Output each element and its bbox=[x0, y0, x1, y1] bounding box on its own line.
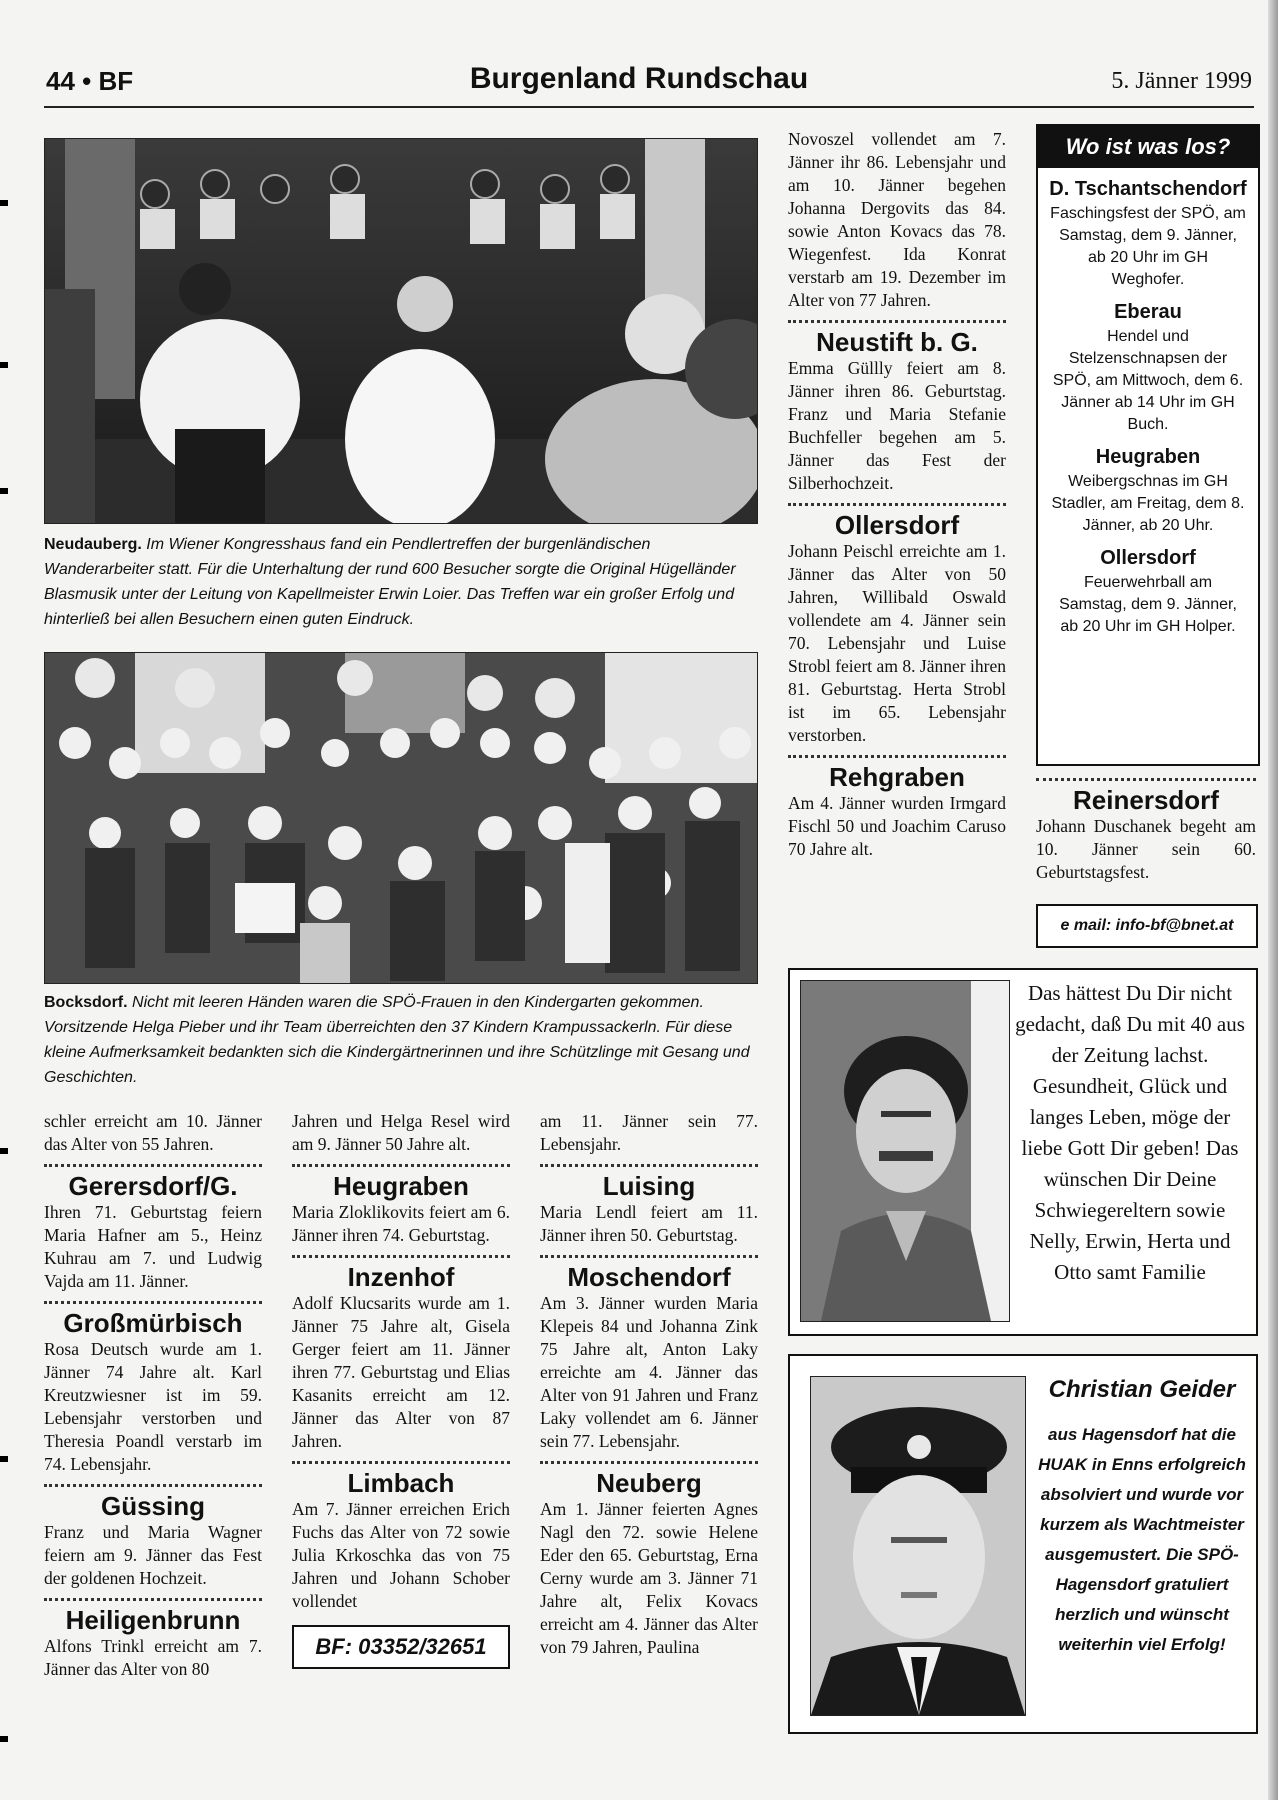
dotted-divider bbox=[44, 1301, 262, 1304]
dotted-divider bbox=[44, 1484, 262, 1487]
events-box bbox=[1036, 124, 1260, 766]
section-heading: Luising bbox=[602, 1171, 696, 1201]
dotted-divider bbox=[292, 1255, 510, 1258]
reinersdorf-section bbox=[1036, 770, 1256, 884]
issue-date: 5. Jänner 1999 bbox=[1111, 68, 1252, 94]
scan-mark bbox=[0, 1148, 8, 1154]
article-text: Franz und Maria Wagner feiern am 9. Jänner das Fest der goldenen Hochzeit. bbox=[44, 1522, 262, 1588]
section-heading: Heiligenbrunn bbox=[65, 1605, 241, 1635]
photo1-caption bbox=[44, 532, 756, 632]
section-heading: Rehgraben bbox=[829, 762, 965, 792]
dotted-divider bbox=[44, 1598, 262, 1601]
section-heading: Ollersdorf bbox=[834, 510, 960, 540]
graduate-name: Christian Geider bbox=[1048, 1376, 1236, 1403]
event-place: D. Tschantschendorf bbox=[1049, 178, 1247, 200]
scan-mark bbox=[0, 1736, 8, 1742]
event-place: Heugraben bbox=[1095, 446, 1201, 468]
article-text: Johann Duschanek begeht am 10. Jänner sein 60. Geburtstagsfest. bbox=[1036, 816, 1256, 882]
section-heading: Güssing bbox=[100, 1491, 205, 1521]
column-bottom-3 bbox=[540, 1110, 758, 1659]
article-text: Rosa Deutsch wurde am 1. Jänner 74 Jahre alt. Karl Kreutzwiesner ist im 59. Lebensjahr verstorben und Theresia Poandl verstarb im 74. Lebensjahr. bbox=[44, 1339, 262, 1474]
photo-band-dancing bbox=[44, 138, 758, 524]
email-box: e mail: info-bf@bnet.at bbox=[1036, 904, 1258, 948]
section-heading: Reinersdorf bbox=[1073, 785, 1219, 815]
portrait-photo bbox=[800, 980, 1010, 1322]
article-text: Am 1. Jänner feierten Agnes Nagl den 72. sowie Helene Eder den 65. Geburtstag, Erna Cerny wurde am 3. Jänner 71 Jahre alt, Felix Kovacs erreicht am 4. Jänner das Alter von 79 Jahren, Paulina bbox=[540, 1499, 758, 1657]
caption-text: Im Wiener Kongresshaus fand ein Pendlertreffen der burgenländischen Wanderarbeiter statt. Für die Unterhaltung der rund 600 Besucher sorgte die Original Hügelländer Blasmusik unter der Leitung von Kapellmeister Erwin Loier. Das Treffen war ein großer Erfolg und hinterließ bei allen Besuchern einen guten Eindruck. bbox=[44, 536, 736, 628]
article-text: Am 7. Jänner erreichen Erich Fuchs das Alter von 72 sowie Julia Krkoschka das von 75 Jahren und Johann Schober vollendet bbox=[292, 1499, 510, 1611]
dotted-divider bbox=[540, 1461, 758, 1464]
page-section-label: 44 • BF bbox=[46, 66, 134, 96]
dotted-divider bbox=[788, 503, 1006, 506]
dotted-divider bbox=[292, 1164, 510, 1167]
dotted-divider bbox=[44, 1164, 262, 1167]
events-box-title: Wo ist was los? bbox=[1038, 126, 1258, 168]
article-text: Novoszel vollendet am 7. Jänner ihr 86. Lebensjahr und am 10. Jänner begehen Johanna Dergovits das 84. sowie Anton Kovacs das 78. Wiegenfest. Ida Konrat verstarb am 19. Dezember im Alter von 77 Jahren. bbox=[788, 129, 1006, 310]
article-text: Ihren 71. Geburtstag feiern Maria Hafner am 5., Heinz Kuhrau am 7. und Ludwig Vajda am 11. Jänner. bbox=[44, 1202, 262, 1291]
dotted-divider bbox=[292, 1461, 510, 1464]
dotted-divider bbox=[788, 755, 1006, 758]
dotted-divider bbox=[540, 1255, 758, 1258]
article-text: Emma Güllly feiert am 8. Jänner ihren 86. Geburtstag. Franz und Maria Stefanie Buchfeller begehen am 5. Jänner das Fest der Silberhochzeit. bbox=[788, 358, 1006, 493]
article-text: Johann Peischl erreichte am 1. Jänner das Alter von 50 Jahren, Willibald Oswald vollendete am 4. Jänner sein 70. Lebensjahr und Luise Strobl feiert am 8. Jänner ihren 81. Geburtstag. Herta Strobl ist im 65. Lebensjahr verstorben. bbox=[788, 541, 1006, 745]
congratulation-ad bbox=[788, 968, 1258, 1336]
event-text: Faschingsfest der SPÖ, am Samstag, dem 9. Jänner, ab 20 Uhr im GH Weghofer. bbox=[1050, 205, 1246, 288]
scan-mark bbox=[0, 200, 8, 206]
scan-mark bbox=[0, 362, 8, 368]
section-heading: Inzenhof bbox=[347, 1262, 455, 1292]
article-text: Jahren und Helga Resel wird am 9. Jänner 50 Jahre alt. bbox=[292, 1111, 510, 1154]
article-text: Maria Zloklikovits feiert am 6. Jänner ihren 74. Geburtstag. bbox=[292, 1202, 510, 1245]
section-heading: Neuberg bbox=[596, 1468, 702, 1498]
caption-text: Nicht mit leeren Händen waren die SPÖ-Frauen in den Kindergarten gekommen. Vorsitzende Helga Pieber und ihr Team überreichten den 37 Kindern Krampussackerln. Für diese kleine Aufmerksamkeit bedankten sich die Kindergärtnerinnen und ihre Schützlinge mit Gesang und Geschichten. bbox=[44, 994, 750, 1086]
article-text: Adolf Klucsarits wurde am 1. Jänner 75 Jahre alt, Gisela Gerger feiert am 11. Jänner ihren 77. Geburtstag und Elias Kasanits erreicht am 12. Jänner das Alter von 87 Jahren. bbox=[292, 1293, 510, 1451]
graduation-text: aus Hagensdorf hat die HUAK in Enns erfolgreich absolviert und wurde vor kurzem als Wachtmeister ausgemustert. Die SPÖ-Hagensdorf gratuliert herzlich und wünscht weiterhin viel Erfolg! bbox=[1038, 1425, 1246, 1654]
scan-mark bbox=[0, 1456, 8, 1462]
phone-box: BF: 03352/32651 bbox=[292, 1625, 510, 1669]
column-bottom-1 bbox=[44, 1110, 262, 1681]
uniform-portrait-photo bbox=[810, 1376, 1026, 1716]
event-place: Eberau bbox=[1114, 301, 1182, 323]
section-heading: Großmürbisch bbox=[63, 1308, 243, 1338]
photo-kindergarten-children bbox=[44, 652, 758, 984]
column-bottom-2 bbox=[292, 1110, 510, 1669]
article-text: Am 3. Jänner wurden Maria Klepeis 84 und Johanna Zink 75 Jahre alt, Anton Laky erreichte am 4. Jänner das Alter von 91 Jahren und Franz Laky vollendet am 6. Jänner sein 77. Lebensjahr. bbox=[540, 1293, 758, 1451]
event-text: Feuerwehrball am Samstag, dem 9. Jänner, ab 20 Uhr im GH Holper. bbox=[1059, 574, 1237, 635]
photo2-caption bbox=[44, 990, 756, 1090]
congratulation-text: Das hättest Du Dir nicht gedacht, daß Du mit 40 aus der Zeitung lachst. Gesundheit, Glück und langes Leben, möge der liebe Gott Dir geben! Das wünschen Dir Deine Schwiegereltern sowie Nelly, Erwin, Herta und Otto samt Familie bbox=[1015, 981, 1245, 1284]
newspaper-title: Burgenland Rundschau bbox=[469, 62, 809, 95]
event-text: Hendel und Stelzenschnapsen der SPÖ, am Mittwoch, dem 6. Jänner ab 14 Uhr im GH Buch. bbox=[1052, 328, 1244, 433]
section-heading: Moschendorf bbox=[567, 1262, 731, 1292]
article-text: Maria Lendl feiert am 11. Jänner ihren 50. Geburtstag. bbox=[540, 1202, 758, 1245]
caption-place: Bocksdorf. bbox=[44, 994, 128, 1011]
event-place: Ollersdorf bbox=[1100, 547, 1196, 569]
article-text: Alfons Trinkl erreicht am 7. Jänner das Alter von 80 bbox=[44, 1636, 262, 1679]
dotted-divider bbox=[1036, 778, 1256, 781]
scan-mark bbox=[0, 488, 8, 494]
section-heading: Heugraben bbox=[333, 1171, 469, 1201]
caption-place: Neudauberg. bbox=[44, 536, 142, 553]
article-text: am 11. Jänner sein 77. Lebensjahr. bbox=[540, 1111, 758, 1154]
article-text: Am 4. Jänner wurden Irmgard Fischl 50 und Joachim Caruso 70 Jahre alt. bbox=[788, 793, 1006, 859]
dotted-divider bbox=[540, 1164, 758, 1167]
header-rule bbox=[44, 106, 1254, 108]
graduation-ad bbox=[788, 1354, 1258, 1734]
section-heading: Gerersdorf/G. bbox=[68, 1171, 238, 1201]
event-text: Weibergschnas im GH Stadler, am Freitag, dem 8. Jänner, ab 20 Uhr. bbox=[1051, 473, 1245, 534]
page-edge-shadow bbox=[1268, 0, 1278, 1800]
article-text: schler erreicht am 10. Jänner das Alter von 55 Jahren. bbox=[44, 1111, 262, 1154]
column-upper-right bbox=[788, 128, 1006, 861]
section-heading: Neustift b. G. bbox=[816, 327, 978, 357]
section-heading: Limbach bbox=[347, 1468, 455, 1498]
dotted-divider bbox=[788, 320, 1006, 323]
